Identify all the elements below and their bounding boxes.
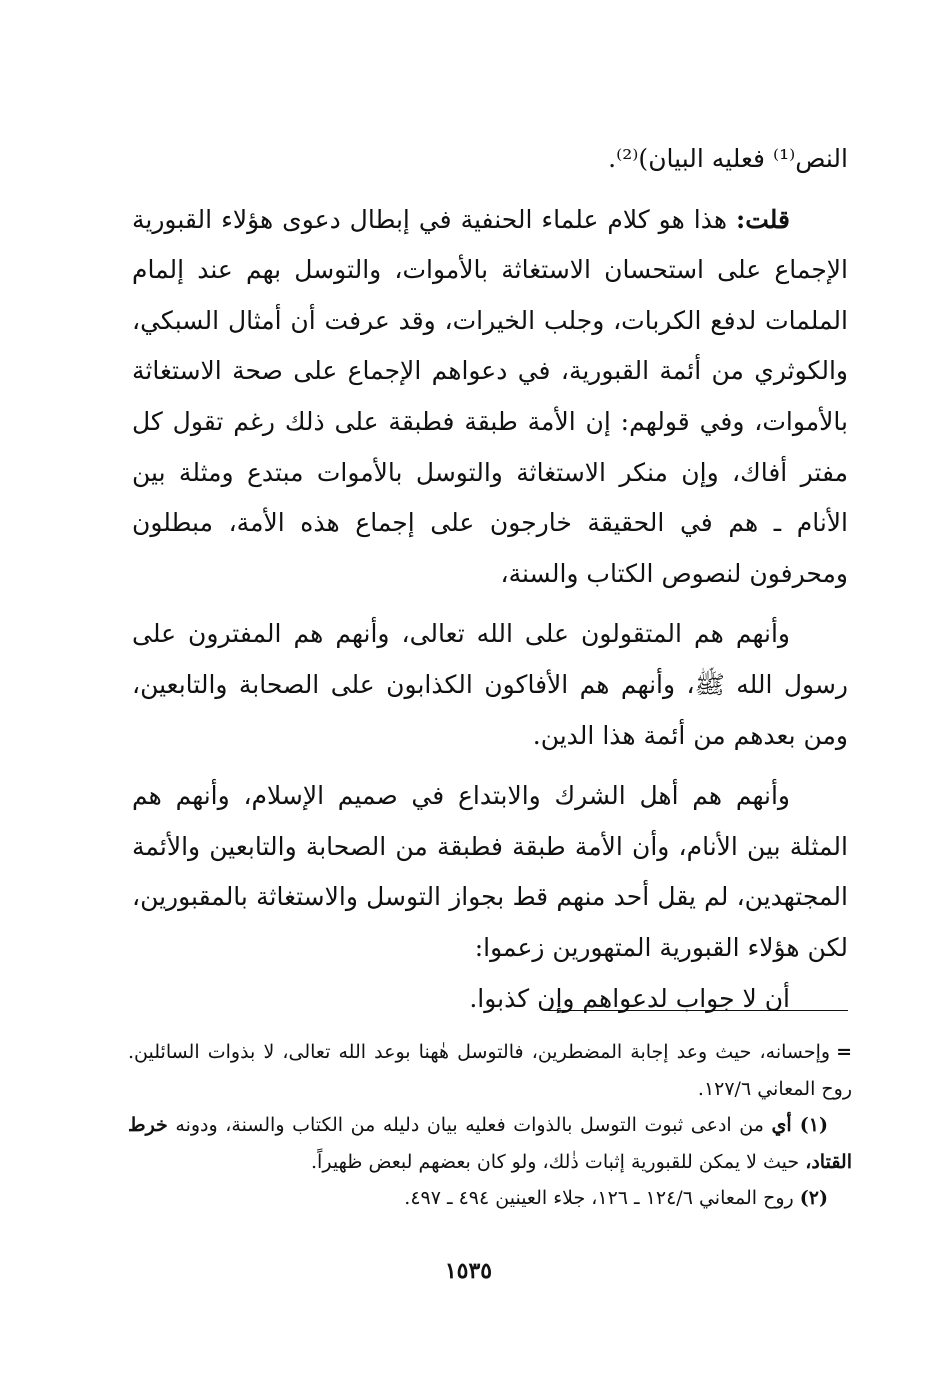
page-number: ١٥٣٥ xyxy=(444,1258,493,1284)
paragraph-verse-line xyxy=(132,974,848,1025)
qult-label: قلت: xyxy=(735,204,790,234)
footnote-1-label: (١) أي xyxy=(771,1114,828,1136)
footnote-1 xyxy=(128,1107,852,1180)
footnote-1-text: من ادعى ثبوت التوسل بالذوات فعليه بيان دليله من الكتاب والسنة، ودونه xyxy=(167,1114,772,1136)
slanderers-text: وأنهم هم المتقولون على الله تعالى، وأنهم هم المفترون على رسول الله ﷺ، وأنهم هم الأفاكون الكذابون على الصحابة والتابعين، ومن بعدهم من أئمة هذا الدين. xyxy=(132,619,848,750)
main-text-body xyxy=(132,134,848,1024)
footnotes-section xyxy=(128,1034,852,1217)
footnote-divider xyxy=(548,1010,848,1011)
qult-text: هذا هو كلام علماء الحنفية في إبطال دعوى هؤلاء القبورية الإجماع على استحسان الاستغاثة بالأموات، والتوسل بهم عند إلمام الملمات لدفع الكربات، وجلب الخيرات، وقد عرفت أن أمثال السبكي، والكوثري من أئمة القبورية، في دعواهم الإجماع على صحة الاستغاثة بالأموات، وفي قولهم: إن الأمة طبقة فطبقة على ذلك رغم تقول كل مفتر أفاك، وإن منكر الاستغاثة والتوسل بالأموات مبتدع ومثلة بين الأنام ـ هم في الحقيقة خارجون على إجماع هذه الأمة، مبطلون ومحرفون لنصوص الكتاب والسنة، xyxy=(132,204,848,588)
paragraph-qult xyxy=(132,195,848,600)
paragraph-citation-end xyxy=(132,134,848,185)
footnote-continuation xyxy=(128,1034,852,1107)
footnote-2-text: روح المعاني ١٢٤/٦ ـ ١٢٦، جلاء العينين ٤٩٤ ـ ٤٩٧. xyxy=(404,1187,800,1209)
continuation-text: وإحسانه، حيث وعد إجابة المضطرين، فالتوسل هٰهنا بوعد الله تعالى، لا بذوات السائلين. روح المعاني ١٢٧/٦. xyxy=(128,1041,852,1100)
verse-line-text: أن لا جواب لدعواهم وإن كذبوا. xyxy=(469,983,790,1013)
shirk-text: وأنهم هم أهل الشرك والابتداع في صميم الإسلام، وأنهم هم المثلة بين الأنام، وأن الأمة طبقة فطبقة من الصحابة والتابعين والأئمة المجتهدين، لم يقل أحد منهم قط بجواز التوسل والاستغاثة بالمقبورين، لكن هؤلاء القبورية المتهورين زعموا: xyxy=(132,781,848,962)
footnote-1-bold-phrase: خرط القتاد، xyxy=(128,1114,852,1173)
continuation-mark: = xyxy=(836,1041,852,1063)
citation-end-text: النص⁽¹⁾ فعليه البيان)⁽²⁾. xyxy=(608,144,848,173)
paragraph-shirk xyxy=(132,771,848,973)
paragraph-slanderers xyxy=(132,609,848,761)
footnote-1-text-end: حيث لا يمكن للقبورية إثبات ذٰلك، ولو كان بعضهم لبعض ظهيراً. xyxy=(311,1150,806,1173)
footnote-2-label: (٢) xyxy=(799,1187,828,1209)
footnote-2 xyxy=(128,1180,852,1217)
